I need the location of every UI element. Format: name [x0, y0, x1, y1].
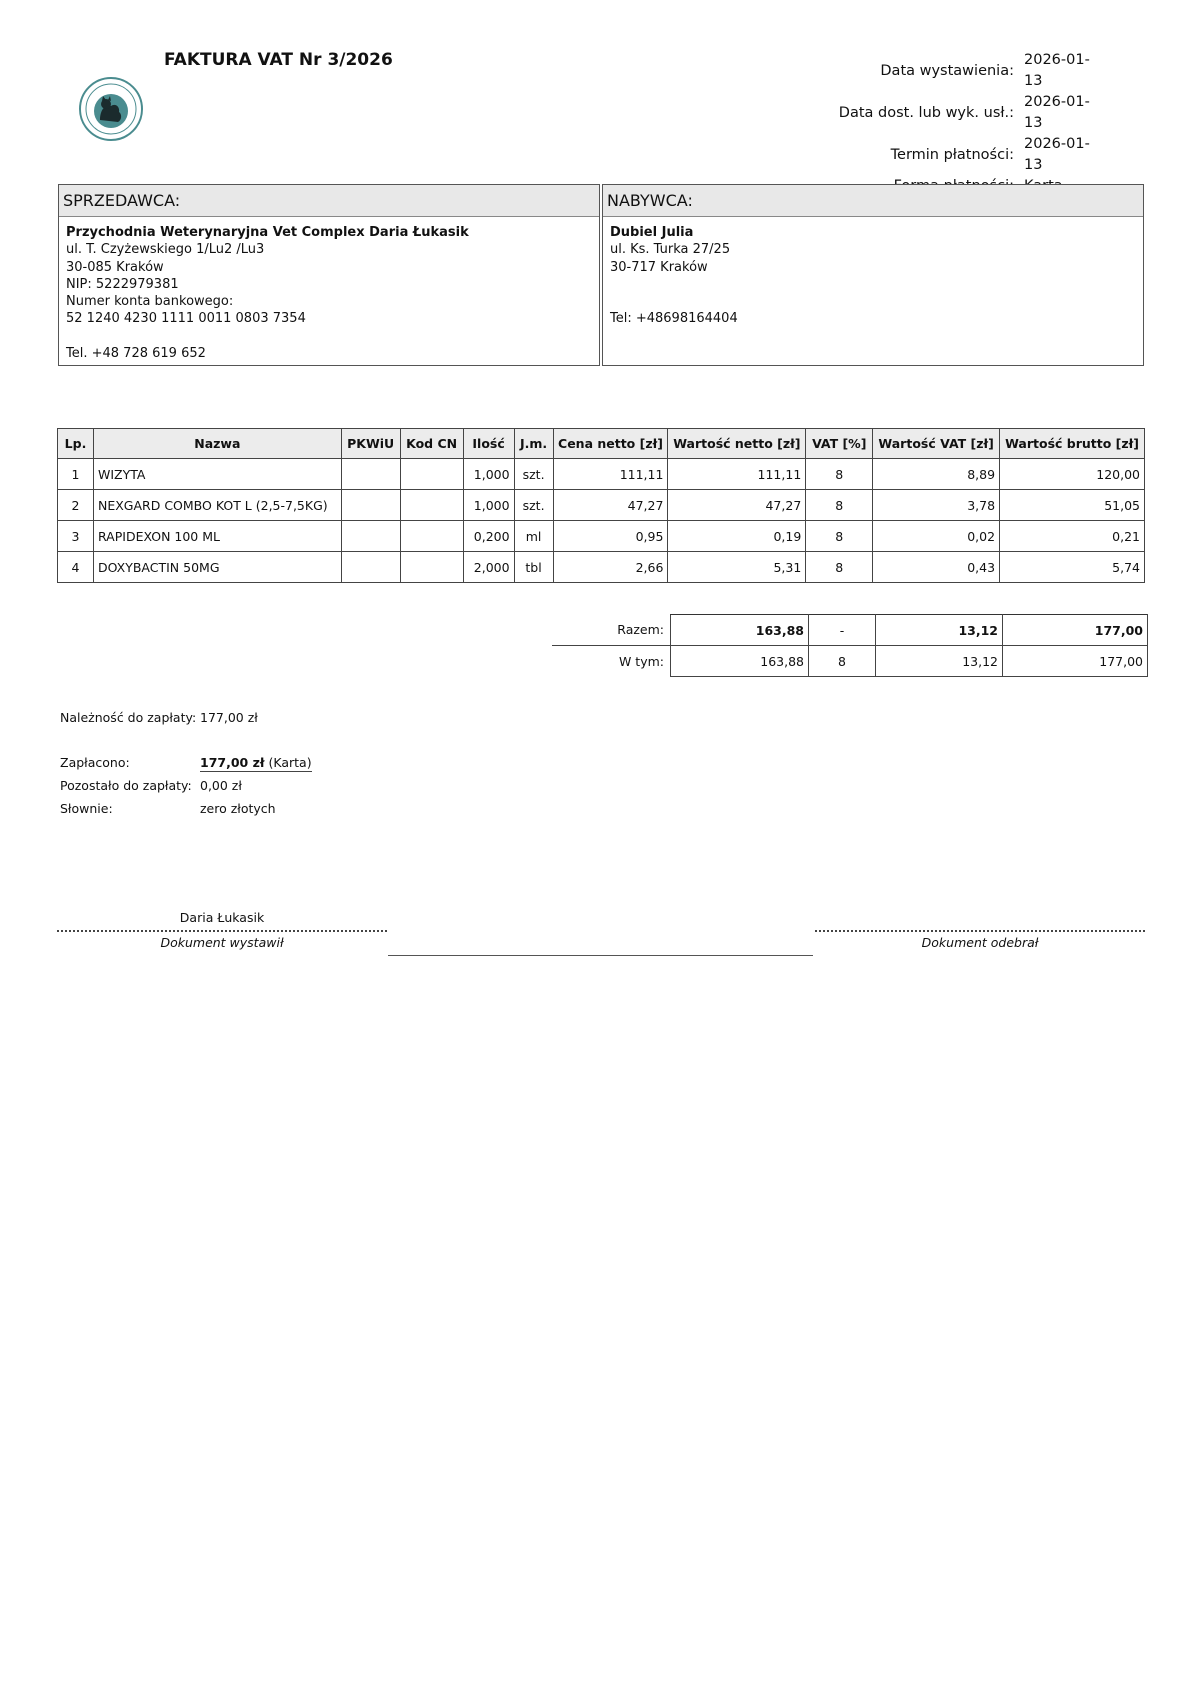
issued-by-caption: Dokument wystawił — [160, 935, 284, 950]
meta-label: Data dost. lub wyk. usł.: — [838, 104, 1014, 121]
cell-net-value: 0,19 — [668, 521, 806, 552]
totals-sum-gross: 177,00 — [1003, 615, 1148, 646]
paid-label: Zapłacono: — [60, 755, 130, 770]
column-header: Wartość netto [zł] — [668, 429, 806, 459]
table-row — [58, 552, 1145, 583]
cell-unit: tbl — [514, 552, 553, 583]
cell-vat-value: 8,89 — [873, 459, 1000, 490]
cell-gross-value: 0,21 — [1000, 521, 1145, 552]
cell-net-value: 5,31 — [668, 552, 806, 583]
cell-net-value: 47,27 — [668, 490, 806, 521]
cell-name: NEXGARD COMBO KOT L (2,5-7,5KG) — [93, 490, 341, 521]
cell-unit: szt. — [514, 490, 553, 521]
cell-pkwiu — [341, 521, 400, 552]
column-header: VAT [%] — [806, 429, 873, 459]
seller-box — [58, 184, 600, 366]
seller-nip: NIP: 5222979381 — [66, 276, 179, 292]
totals-breakdown-label: W tym: — [618, 653, 664, 669]
cell-vat-value: 0,02 — [873, 521, 1000, 552]
cell-vat-rate: 8 — [806, 552, 873, 583]
cell-quantity: 0,200 — [463, 521, 514, 552]
cell-unit: ml — [514, 521, 553, 552]
cell-lp: 3 — [58, 521, 94, 552]
cell-vat-value: 3,78 — [873, 490, 1000, 521]
remaining-value: 0,00 zł — [200, 778, 242, 793]
totals-sum-vat-rate: - — [809, 615, 876, 646]
cell-gross-value: 51,05 — [1000, 490, 1145, 521]
buyer-box — [602, 184, 1144, 366]
table-row — [58, 521, 1145, 552]
invoice-title: FAKTURA VAT Nr 3/2026 — [164, 50, 393, 70]
cell-gross-value: 5,74 — [1000, 552, 1145, 583]
cell-kod-cn — [400, 459, 463, 490]
cell-unit-price: 47,27 — [553, 490, 668, 521]
meta-delivery-date — [839, 92, 1098, 134]
items-table — [57, 428, 1145, 583]
cell-quantity: 2,000 — [463, 552, 514, 583]
invoice-meta — [839, 50, 1098, 197]
totals-sum-net: 163,88 — [671, 615, 809, 646]
seller-address-line1: ul. T. Czyżewskiego 1/Lu2 /Lu3 — [66, 242, 265, 258]
totals-sum-label: Razem: — [552, 615, 671, 646]
cell-kod-cn — [400, 521, 463, 552]
cell-name: WIZYTA — [93, 459, 341, 490]
meta-value: 2026-01-13 — [1024, 52, 1090, 89]
cell-quantity: 1,000 — [463, 490, 514, 521]
cell-kod-cn — [400, 552, 463, 583]
cell-unit-price: 111,11 — [553, 459, 668, 490]
table-row — [58, 459, 1145, 490]
totals-breakdown-row — [552, 646, 1148, 677]
cell-lp: 4 — [58, 552, 94, 583]
column-header: J.m. — [514, 429, 553, 459]
cell-lp: 1 — [58, 459, 94, 490]
paid-method: (Karta) — [268, 755, 312, 770]
column-header: Wartość brutto [zł] — [1000, 429, 1145, 459]
cell-net-value: 111,11 — [668, 459, 806, 490]
meta-value: 2026-01-13 — [1024, 136, 1090, 173]
column-header: Ilość — [463, 429, 514, 459]
totals-sum-vat: 13,12 — [876, 615, 1003, 646]
seller-account-label: Numer konta bankowego: — [66, 294, 234, 310]
column-header: Lp. — [58, 429, 94, 459]
cell-gross-value: 120,00 — [1000, 459, 1145, 490]
in-words-label: Słownie: — [60, 801, 113, 816]
received-by-caption: Dokument odebrał — [921, 935, 1039, 950]
buyer-phone: Tel: +48698164404 — [610, 310, 738, 326]
issuer-signature-line — [57, 930, 387, 932]
paid-amount: 177,00 zł — [200, 755, 265, 770]
in-words-value: zero złotych — [200, 801, 276, 816]
totals-breakdown-vat-rate: 8 — [809, 646, 876, 677]
cell-pkwiu — [341, 552, 400, 583]
meta-label: Data wystawienia: — [880, 62, 1014, 79]
seller-phone: Tel. +48 728 619 652 — [66, 345, 206, 361]
cell-unit-price: 2,66 — [553, 552, 668, 583]
seller-account-number: 52 1240 4230 1111 0011 0803 7354 — [66, 311, 306, 327]
column-header: Nazwa — [93, 429, 341, 459]
amount-due-label: Należność do zapłaty: — [60, 710, 197, 725]
issuer-name: Daria Łukasik — [179, 910, 265, 925]
table-header-row — [58, 429, 1145, 459]
cell-quantity: 1,000 — [463, 459, 514, 490]
cell-lp: 2 — [58, 490, 94, 521]
receiver-signature-line — [815, 930, 1145, 932]
cell-vat-rate: 8 — [806, 459, 873, 490]
column-header: PKWiU — [341, 429, 400, 459]
totals-breakdown-net: 163,88 — [671, 646, 809, 677]
cell-name: RAPIDEXON 100 ML — [93, 521, 341, 552]
paid-value — [200, 755, 312, 772]
divider-line — [388, 955, 813, 956]
buyer-address-line1: ul. Ks. Turka 27/25 — [610, 242, 731, 258]
meta-payment-due — [839, 134, 1098, 176]
seller-address-line2: 30-085 Kraków — [66, 259, 164, 275]
company-logo — [78, 76, 144, 142]
remaining-label: Pozostało do zapłaty: — [60, 778, 192, 793]
meta-issue-date — [839, 50, 1098, 92]
cell-unit: szt. — [514, 459, 553, 490]
meta-value: 2026-01-13 — [1024, 94, 1090, 131]
cell-vat-value: 0,43 — [873, 552, 1000, 583]
cell-unit-price: 0,95 — [553, 521, 668, 552]
cell-pkwiu — [341, 490, 400, 521]
cell-kod-cn — [400, 490, 463, 521]
seller-name: Przychodnia Weterynaryjna Vet Complex Daria Łukasik — [66, 225, 469, 240]
seller-heading: SPRZEDAWCA: — [59, 185, 599, 217]
table-row — [58, 490, 1145, 521]
buyer-address-line2: 30-717 Kraków — [610, 259, 708, 275]
cell-vat-rate: 8 — [806, 521, 873, 552]
totals-breakdown-gross: 177,00 — [1003, 646, 1148, 677]
amount-due-value: 177,00 zł — [200, 710, 258, 725]
cell-pkwiu — [341, 459, 400, 490]
cell-vat-rate: 8 — [806, 490, 873, 521]
buyer-heading: NABYWCA: — [603, 185, 1143, 217]
meta-label: Termin płatności: — [890, 146, 1014, 163]
cell-name: DOXYBACTIN 50MG — [93, 552, 341, 583]
totals-table — [552, 614, 1148, 677]
totals-sum-row — [552, 615, 1148, 646]
column-header: Wartość VAT [zł] — [873, 429, 1000, 459]
column-header: Kod CN — [400, 429, 463, 459]
column-header: Cena netto [zł] — [553, 429, 668, 459]
totals-breakdown-vat: 13,12 — [876, 646, 1003, 677]
buyer-name: Dubiel Julia — [610, 225, 694, 240]
